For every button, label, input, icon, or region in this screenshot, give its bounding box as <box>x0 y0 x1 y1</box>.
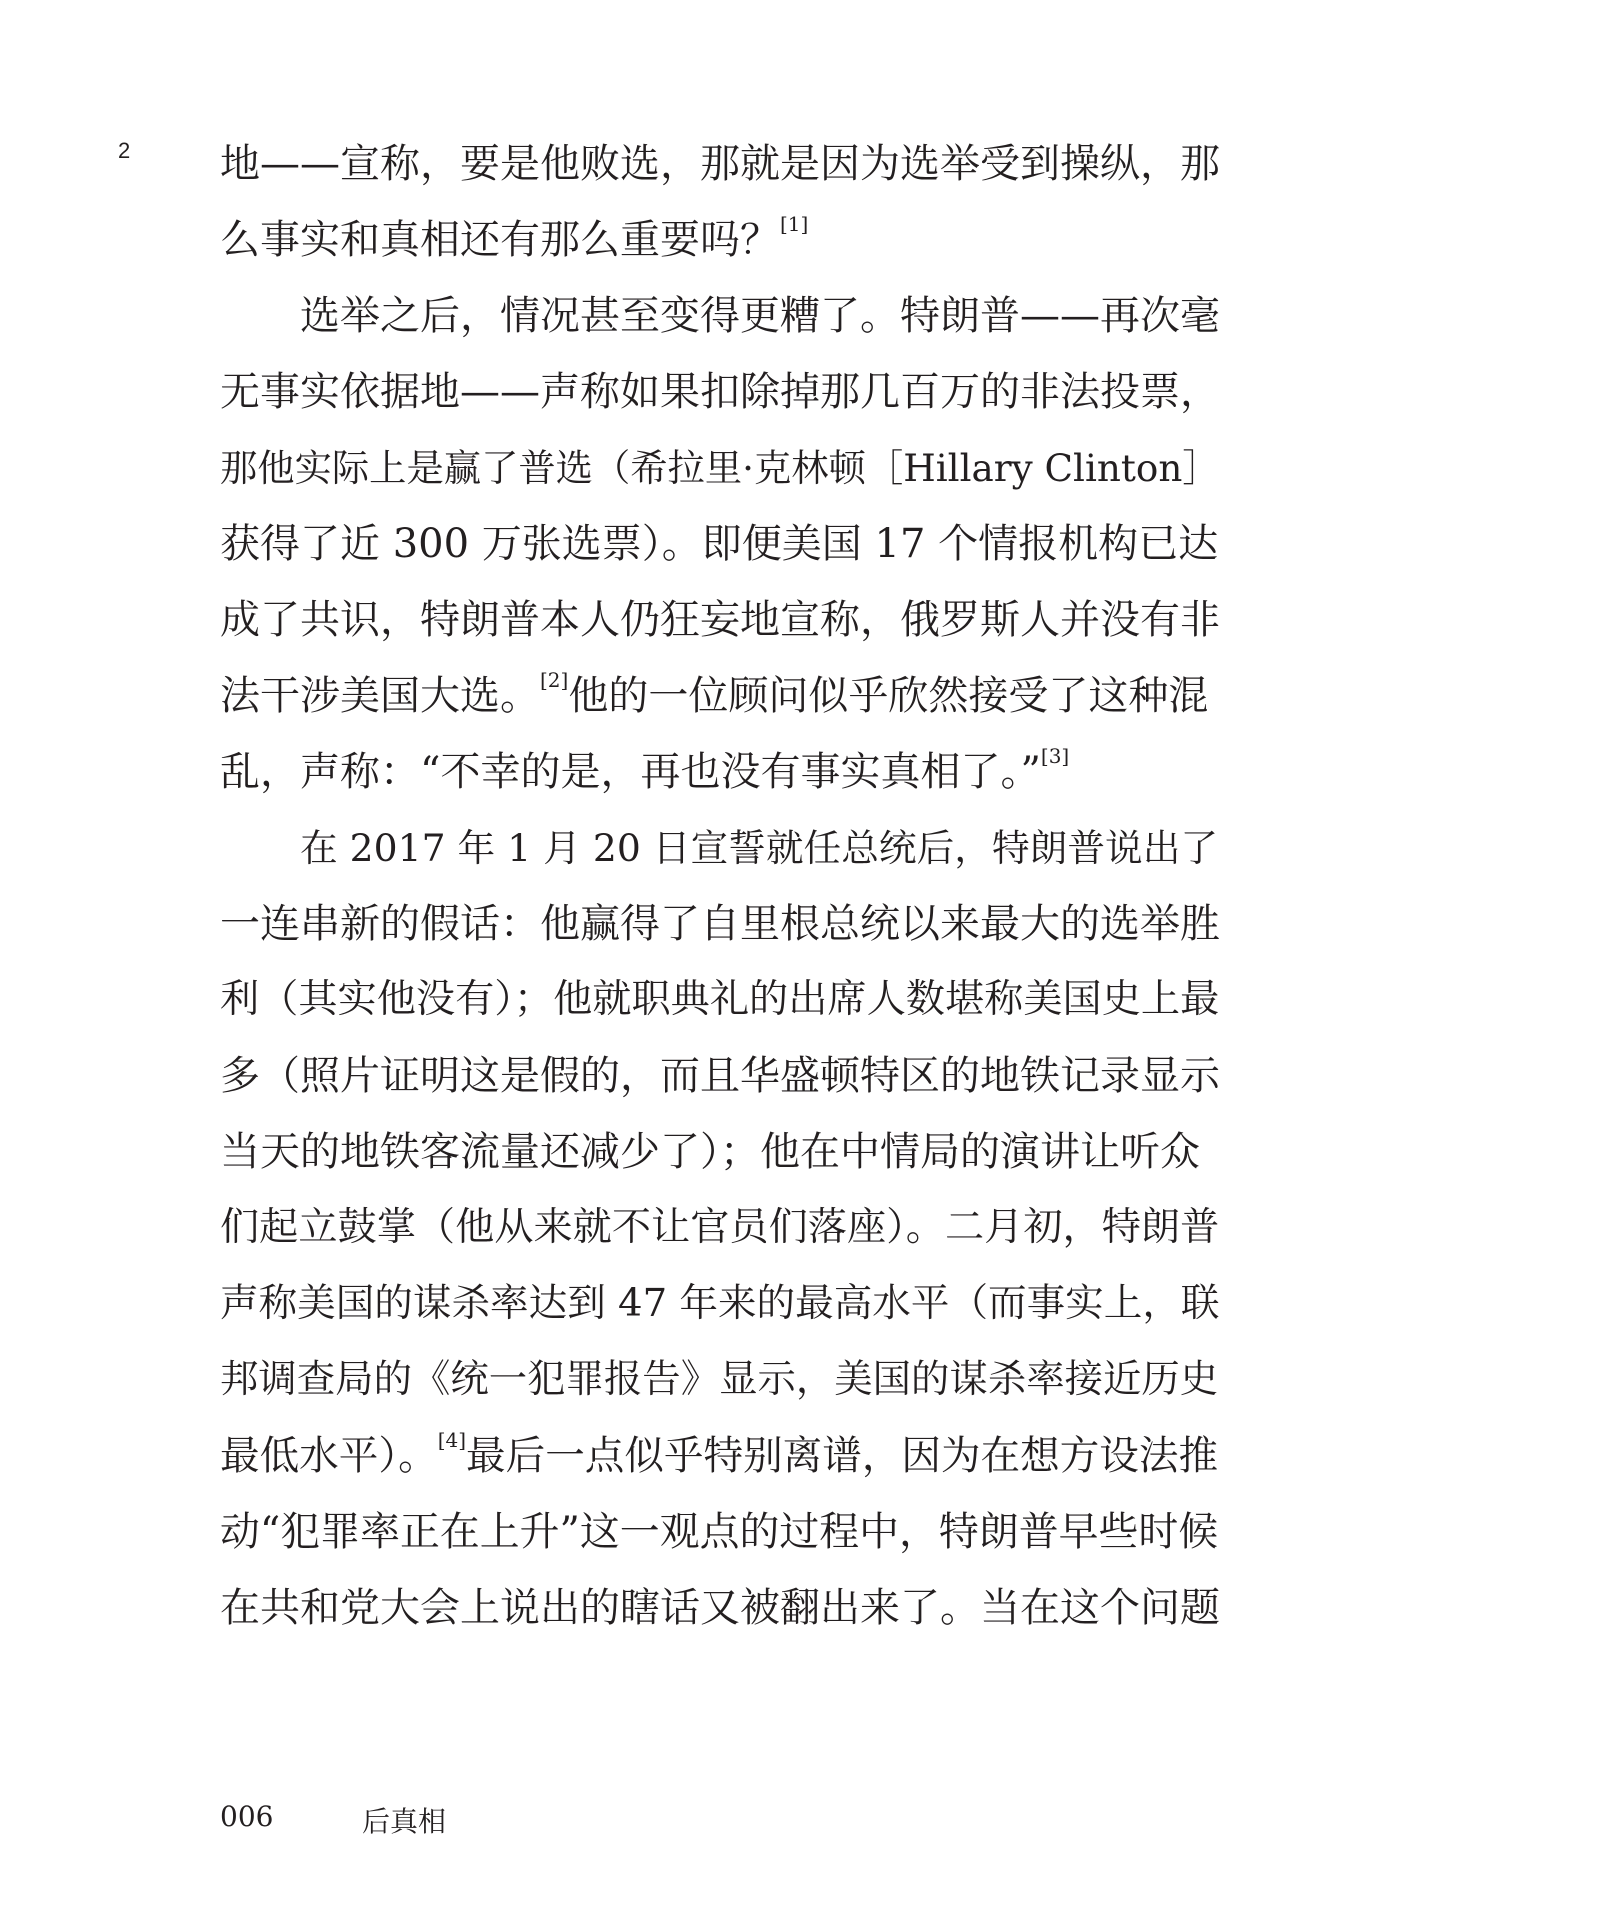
line-text: 么事实和真相还有那么重要吗？ <box>220 217 780 263</box>
line-text: 动“犯罪率正在上升”这一观点的过程中，特朗普早些时候 <box>220 1509 1219 1555</box>
text-line <box>220 734 1220 810</box>
text-line <box>220 1266 1220 1342</box>
line-text: 选举之后，情况甚至变得更糟了。特朗普——再次毫 <box>300 293 1220 339</box>
text-line <box>220 658 1220 734</box>
footnote-marker: [3] <box>1040 744 1070 768</box>
text-line <box>220 1342 1220 1418</box>
footnote-marker: [4] <box>437 1428 467 1452</box>
line-text: 获得了近 300 万张选票）。即便美国 17 个情报机构已达 <box>220 521 1219 567</box>
line-text: 利（其实他没有）；他就职典礼的出席人数堪称美国史上最 <box>220 977 1220 1022</box>
line-text: 最低水平）。 <box>220 1433 438 1479</box>
line-text: 法干涉美国大选。 <box>220 673 540 719</box>
line-text: 当天的地铁客流量还减少了）；他在中情局的演讲让听众 <box>220 1129 1200 1175</box>
text-line <box>220 278 1220 354</box>
book-title: 后真相 <box>362 1805 447 1838</box>
line-text: 那他实际上是赢了普选（希拉里·克林顿［Hillary Clinton］ <box>220 446 1220 490</box>
line-text-continued: 他的一位顾问似乎欣然接受了这种混 <box>568 673 1209 719</box>
line-text: 声称美国的谋杀率达到 47 年来的最高水平（而事实上，联 <box>220 1281 1220 1326</box>
text-line <box>220 506 1220 582</box>
footnote-marker: [2] <box>540 668 569 692</box>
text-line <box>220 1418 1220 1494</box>
line-text: 地——宣称，要是他败选，那就是因为选举受到操纵，那 <box>220 141 1220 187</box>
body-text <box>220 126 1220 1646</box>
text-line <box>220 582 1220 658</box>
line-text: 成了共识，特朗普本人仍狂妄地宣称，俄罗斯人并没有非 <box>220 597 1220 643</box>
text-line <box>220 1038 1220 1114</box>
text-line <box>220 1494 1220 1570</box>
text-line <box>220 354 1220 430</box>
footnote-marker: [1] <box>780 212 809 236</box>
line-text: 乱，声称：“不幸的是，再也没有事实真相了。” <box>220 749 1041 795</box>
line-text: 一连串新的假话：他赢得了自里根总统以来最大的选举胜 <box>220 901 1220 947</box>
text-line <box>220 430 1220 506</box>
line-text-continued: 最后一点似乎特别离谱，因为在想方设法推 <box>466 1433 1219 1479</box>
text-line <box>220 1570 1220 1646</box>
line-text: 无事实依据地——声称如果扣除掉那几百万的非法投票， <box>220 369 1220 415</box>
line-text: 在共和党大会上说出的瞎话又被翻出来了。当在这个问题 <box>220 1585 1220 1631</box>
text-line <box>220 1190 1220 1266</box>
page-number: 006 <box>220 1800 274 1833</box>
line-text: 们起立鼓掌（他从来就不让官员们落座）。二月初，特朗普 <box>220 1205 1220 1250</box>
line-text: 多（照片证明这是假的，而且华盛顿特区的地铁记录显示 <box>220 1053 1220 1099</box>
text-line <box>220 202 1220 278</box>
text-line <box>220 962 1220 1038</box>
text-line <box>220 886 1220 962</box>
margin-note-number: 2 <box>118 138 131 163</box>
text-line <box>220 126 1220 202</box>
text-line <box>220 1114 1220 1190</box>
line-text: 邦调查局的《统一犯罪报告》显示，美国的谋杀率接近历史 <box>220 1357 1219 1402</box>
text-line <box>220 810 1220 886</box>
line-text: 在 2017 年 1 月 20 日宣誓就任总统后，特朗普说出了 <box>300 826 1219 870</box>
